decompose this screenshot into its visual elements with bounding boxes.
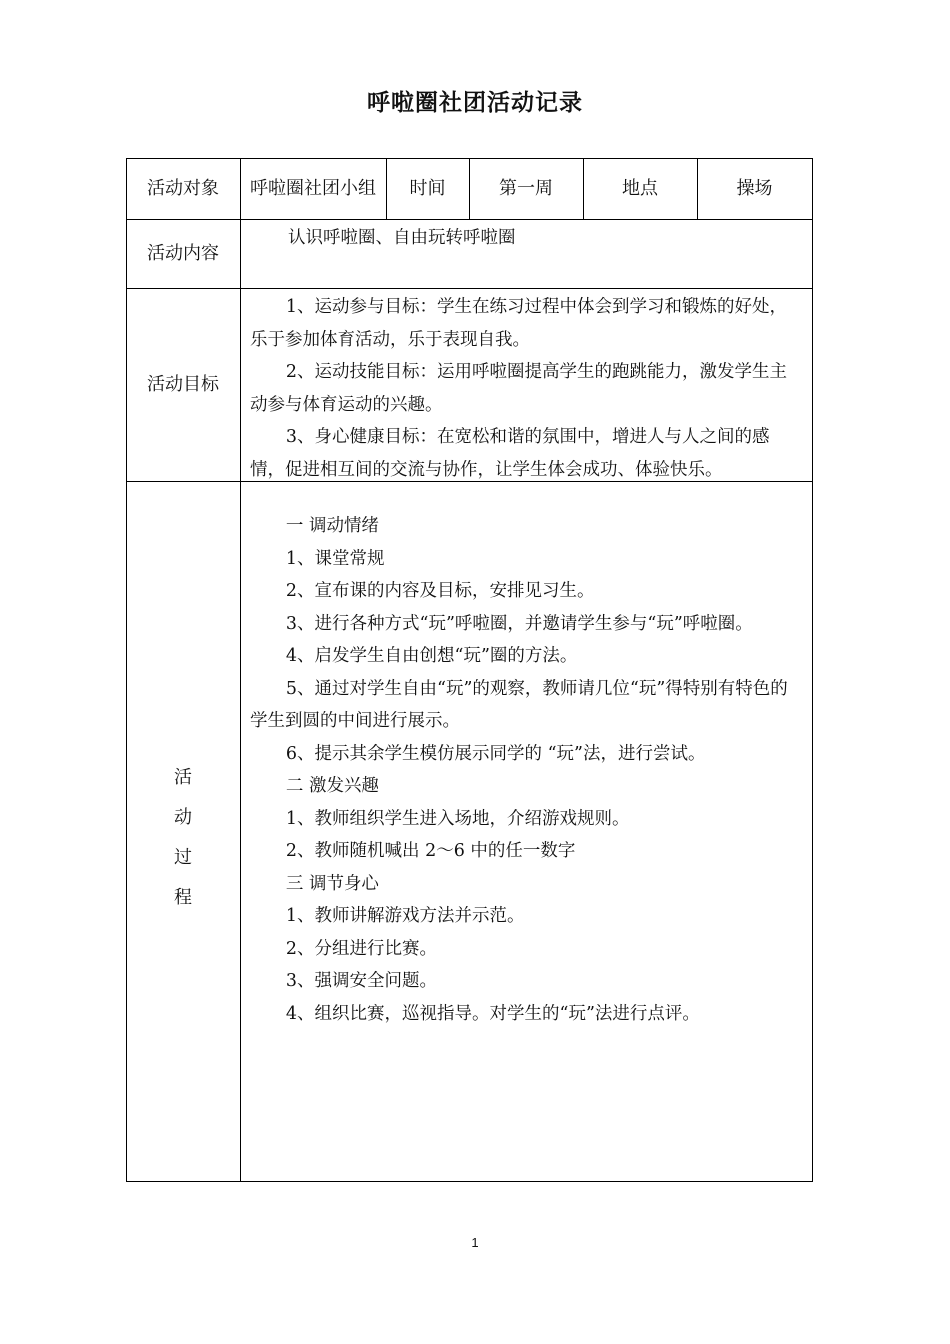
place-value: 操场	[736, 177, 773, 199]
page-number: 1	[471, 1235, 479, 1250]
label-place: 地点	[622, 177, 658, 199]
label-time: 时间	[409, 177, 446, 199]
process-line: 2、分组进行比赛。	[285, 938, 438, 959]
process-line: 4、启发学生自由创想“玩”圈的方法。	[285, 646, 578, 666]
process-heading: 三 调节身心	[285, 873, 379, 894]
goal-item: 2、运动技能目标：运用呼啦圈提高学生的跑跳能力，激发学生主动参与体育运动的兴趣。	[250, 362, 788, 415]
process-line: 2、教师随机喊出 2～6 中的任一数字	[285, 841, 576, 861]
activity-goals-list	[250, 291, 802, 486]
process-line: 2、宣布课的内容及目标，安排见习生。	[285, 581, 595, 601]
document-title: 呼啦圈社团活动记录	[367, 90, 583, 116]
activity-content-text: 认识呼啦圈、自由玩转呼啦圈	[288, 228, 516, 248]
label-char: 程	[174, 887, 192, 908]
time-value: 第一周	[499, 177, 553, 199]
label-char: 动	[174, 807, 192, 828]
activity-object-value: 呼啦圈社团小组	[250, 177, 376, 199]
label-char: 过	[174, 847, 192, 868]
process-line: 3、进行各种方式“玩”呼啦圈，并邀请学生参与“玩”呼啦圈。	[285, 613, 753, 634]
goal-item: 3、身心健康目标：在宽松和谐的氛围中，增进人与人之间的感情，促进相互间的交流与协作，让学生体会成功、体验快乐。	[250, 427, 770, 480]
goal-item: 1、运动参与目标：学生在练习过程中体会到学习和锻炼的好处，乐于参加体育活动，乐于表现自我。	[250, 297, 788, 350]
process-line: 1、教师组织学生进入场地，介绍游戏规则。	[285, 808, 630, 829]
activity-record-table	[126, 158, 813, 1182]
label-char: 活	[174, 767, 192, 788]
process-line: 1、教师讲解游戏方法并示范。	[285, 906, 525, 926]
process-line: 5、通过对学生自由“玩”的观察，教师请几位“玩”得特别有特色的学生到圆的中间进行展示。	[250, 678, 788, 731]
label-activity-content: 活动内容	[147, 243, 219, 264]
process-heading: 二 激发兴趣	[285, 776, 379, 796]
process-line: 4、组织比赛，巡视指导。对学生的“玩”法进行点评。	[285, 1003, 700, 1024]
label-activity-object: 活动对象	[147, 177, 219, 199]
process-line: 3、强调安全问题。	[285, 971, 438, 991]
activity-process-list	[250, 510, 802, 1030]
process-line: 1、课堂常规	[285, 548, 385, 569]
label-activity-process	[126, 758, 240, 918]
label-activity-goals: 活动目标	[147, 374, 219, 395]
process-line: 6、提示其余学生模仿展示同学的 “玩”法，进行尝试。	[285, 743, 706, 764]
process-heading: 一 调动情绪	[285, 516, 379, 536]
